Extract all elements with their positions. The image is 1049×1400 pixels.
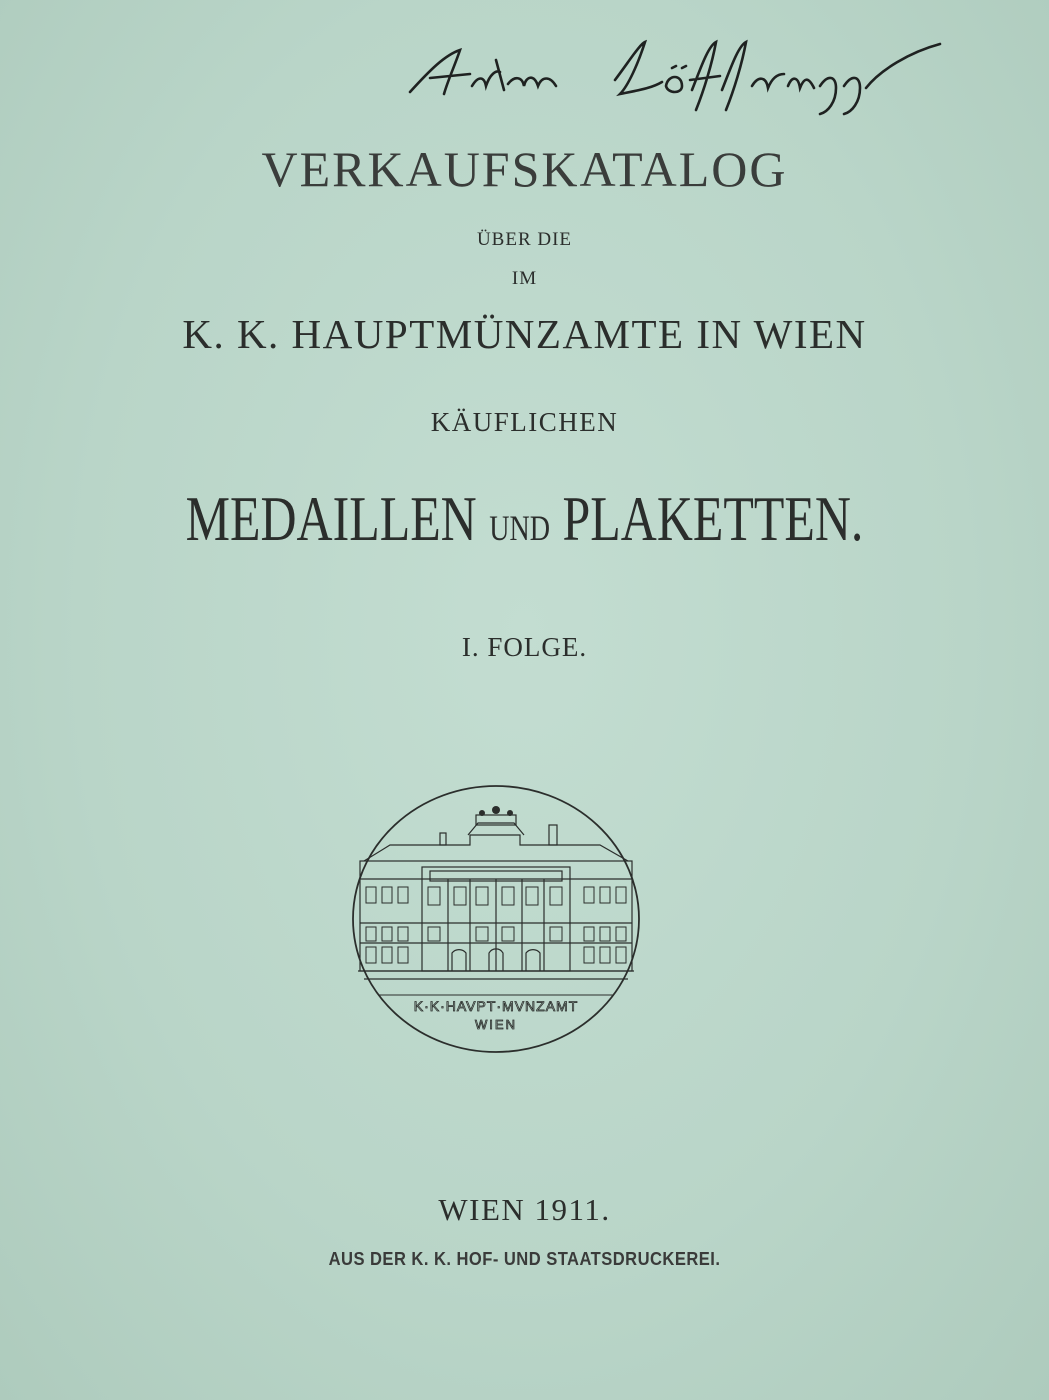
handwritten-signature xyxy=(400,30,960,120)
catalog-title: VERKAUFSKATALOG xyxy=(261,141,788,197)
mint-building-medallion-icon xyxy=(350,783,642,1055)
medal-inscription-top: K·K·HAVPT·MVNZAMT xyxy=(413,998,579,1014)
institution-title: K. K. HAUPTMÜNZAMTE IN WIEN xyxy=(182,311,867,357)
series-label: I. FOLGE. xyxy=(461,632,588,662)
main-title-medaillen: MEDAILLEN xyxy=(185,483,477,554)
medal-inscription-bottom: WIEN xyxy=(475,1017,517,1032)
main-title-plaketten: PLAKETTEN. xyxy=(562,483,864,554)
main-title xyxy=(115,482,933,556)
main-title-und: UND xyxy=(489,508,551,548)
printer-line: AUS DER K. K. HOF- UND STAATSDRUCKEREI. xyxy=(328,1249,721,1269)
subtitle-kauflichen: KÄUFLICHEN xyxy=(430,407,619,437)
subtitle-uber-die: ÜBER DIE xyxy=(476,229,573,250)
subtitle-im: IM xyxy=(511,268,538,289)
place-and-year: WIEN 1911. xyxy=(438,1192,611,1227)
